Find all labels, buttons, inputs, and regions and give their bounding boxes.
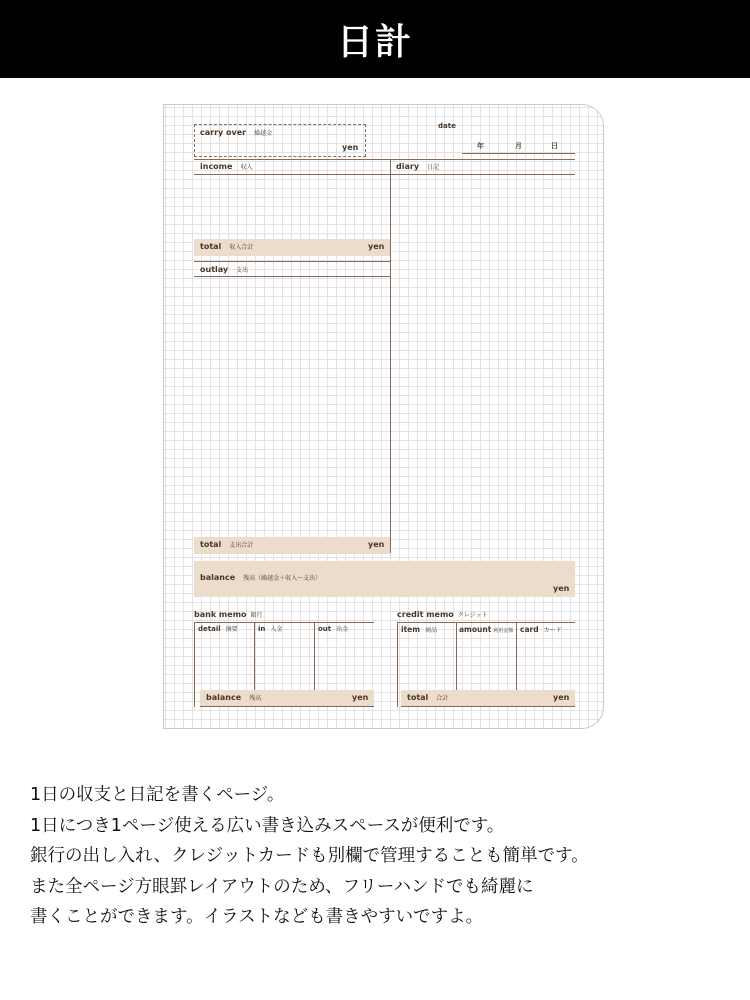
- credit-col-amount: amount 利用金額: [459, 625, 514, 634]
- bank-balance-unit: yen: [352, 693, 369, 702]
- credit-total-underline: [401, 706, 575, 707]
- date-underline: [462, 153, 575, 154]
- balance-label: balance 残高（繰越金＋収入ー支出）: [200, 573, 322, 582]
- date-label: date: [438, 122, 456, 130]
- outlay-label: outlay 支出: [200, 265, 249, 274]
- bank-col-border-2: [254, 622, 255, 690]
- credit-total-label: total 合計: [407, 693, 449, 702]
- description-text: [30, 780, 730, 933]
- description-line: 1日につき1ページ使える広い書き込みスペースが便利です。: [30, 815, 505, 836]
- credit-col-item: item 商品: [401, 625, 438, 634]
- bank-balance-underline: [200, 706, 374, 707]
- bank-memo-label: bank memo 銀行: [194, 610, 263, 619]
- bank-col-border-3: [314, 622, 315, 690]
- diary-label: diary 日記: [396, 162, 440, 171]
- bank-col-border-1: [194, 622, 195, 707]
- date-month: 月: [515, 142, 522, 150]
- credit-total-unit: yen: [553, 693, 570, 702]
- notebook-page-preview: [163, 104, 604, 729]
- credit-memo-label: credit memo クレジット: [397, 610, 488, 619]
- outlay-rule: [194, 276, 390, 277]
- date-day: 日: [551, 142, 558, 150]
- date-year: 年: [477, 142, 484, 150]
- center-divider: [390, 159, 391, 553]
- description-line: 書くことができます。イラストなども書きやすいですよ。: [30, 907, 484, 927]
- income-label: income 収入: [200, 162, 253, 171]
- balance-unit: yen: [553, 584, 570, 593]
- income-total-label: total 収入合計: [200, 242, 254, 251]
- credit-col-border-3: [516, 622, 517, 690]
- description-line: 1日の収支と日記を書くページ。: [30, 785, 285, 805]
- income-total-unit: yen: [368, 242, 385, 251]
- carry-over-label: carry over 繰越金: [200, 128, 273, 137]
- carry-over-unit: yen: [342, 143, 359, 152]
- bank-balance-label: balance 残高: [206, 693, 262, 702]
- header-bar: [0, 0, 750, 78]
- bank-col-in: in 入金: [258, 625, 283, 633]
- outlay-top-rule: [194, 261, 390, 262]
- income-rule: [194, 174, 390, 175]
- outlay-total-label: total 支出合計: [200, 540, 254, 549]
- outlay-total-unit: yen: [368, 540, 385, 549]
- credit-col-border-2: [456, 622, 457, 690]
- top-rule: [194, 159, 575, 160]
- diary-rule: [390, 174, 575, 175]
- bank-col-detail: detail 摘要: [198, 625, 238, 633]
- bank-memo-rule: [194, 622, 374, 623]
- description-line: また全ページ方眼罫レイアウトのため、フリーハンドでも綺麗に: [30, 876, 534, 897]
- credit-col-border-1: [397, 622, 398, 707]
- credit-col-card: card カード: [520, 625, 562, 634]
- bank-col-out: out 出金: [318, 625, 349, 633]
- page-title: 日計: [336, 21, 413, 63]
- credit-memo-rule: [397, 622, 575, 623]
- description-line: 銀行の出し入れ、クレジットカードも別欄で管理することも簡単です。: [30, 846, 589, 866]
